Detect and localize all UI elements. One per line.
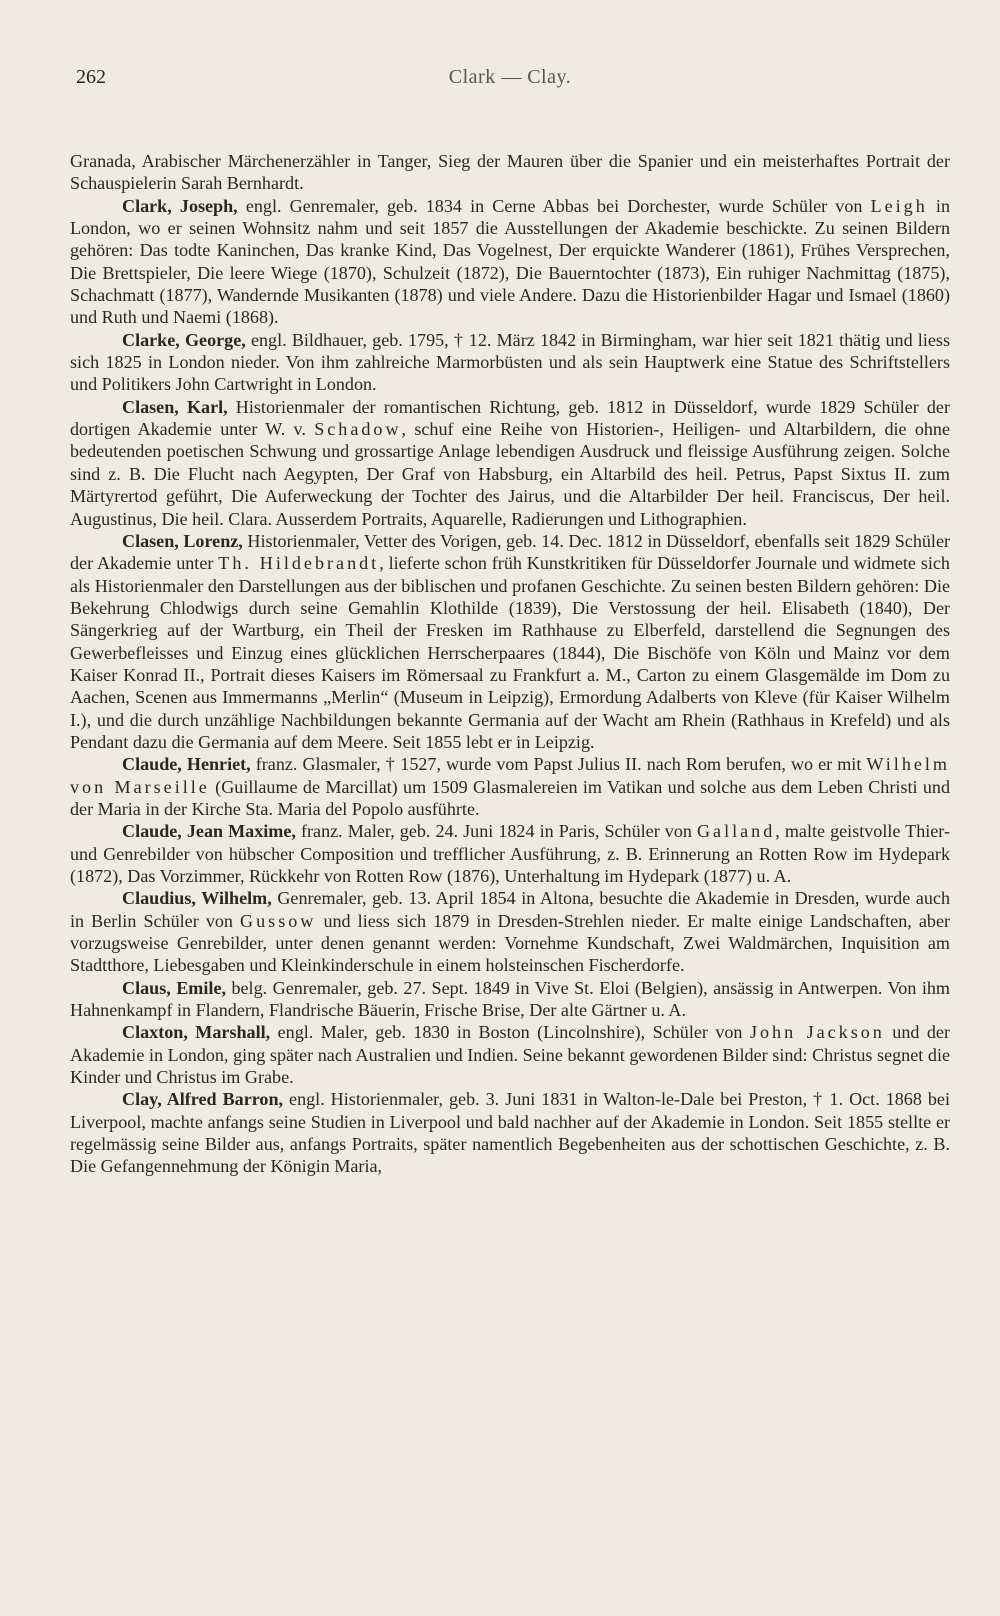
entry-text: Granada, Arabischer Märchenerzähler in Tanger, Sieg der Mauren über die Spanier und ein meisterhaftes Portrait der Schauspielerin Sarah Bernhardt. [70,151,950,194]
spaced-name: Th. Hildebrandt [218,553,380,574]
entry-headword: Clark, Joseph, [122,195,238,216]
entry-headword: Claude, Jean Maxime, [122,821,296,842]
dictionary-entry [70,150,950,195]
entry-text: Genremaler, geb. 13. April 1854 in Altona, besuchte die Akademie in Dresden, wurde auch in Berlin Schüler von [70,888,951,931]
spaced-name: Wilhelm von Marseille [70,754,950,797]
entry-text: , schuf eine Reihe von Historien-, Heiligen- und Altarbildern, die ohne bedeutenden poetischen Schwung und grossartige Anlage lebendigen Ausdruck und fleissige Ausführung zeigen. Solche sind z. B. Die Flucht nach Aegypten, Der Graf von Habsburg, ein Altarbild des heil. Petrus, Papst Sixtus II. zum Märtyrertod geführt, Die Auferweckung der Tochter des Jairus, und die Altarbilder Der heil. Franciscus, Der heil. Augustinus, Die heil. Clara. Ausserdem Portraits, Aquarelle, Radierungen und Lithographien. [70,419,950,529]
entry-text: engl. Bildhauer, geb. 1795, † 12. März 1842 in Birmingham, war hier seit 1821 thätig und liess sich 1825 in London nieder. Von ihm zahlreiche Marmorbüsten und als sein Hauptwerk eine Statue des Schriftstellers und Politikers John Cartwright in London. [70,329,950,395]
entry-text: franz. Maler, geb. 24. Juni 1824 in Paris, Schüler von [295,821,697,842]
dictionary-entry [70,887,950,976]
dictionary-entry [70,1021,950,1088]
running-head: Clark — Clay. [448,66,572,88]
spaced-name: Gussow [240,910,317,931]
spaced-name: Galland [696,821,776,842]
entry-headword: Clasen, Lorenz, [122,530,243,551]
entry-headword: Claudius, Wilhelm, [122,888,272,909]
entry-text: und liess sich 1879 in Dresden-Strehlen nieder. Er malte einige Landschaften, aber vorzugsweise Genrebilder, unter denen genannt werden: Vornehme Kundschaft, Zwei Waldmärchen, Inquisition am Stadtthore, Liebesgaben und Kleinkinderschule in einem holsteinschen Fischerdorfe. [70,910,950,976]
entry-headword: Claude, Henriet, [122,754,251,775]
dictionary-entry [70,753,950,820]
dictionary-entry [70,820,950,887]
entry-text: in London, wo er seinen Wohnsitz nahm und seit 1857 die Ausstellungen der Akademie beschickte. Zu seinen Bildern gehören: Das todte Kaninchen, Das kranke Kind, Das Vogelnest, Der erquickte Wanderer (1861), Frühes Versprechen, Die Brettspieler, Die leere Wiege (1870), Schulzeit (1872), Die Bauerntochter (1873), Ein ruhiger Nachmittag (1875), Schachmatt (1877), Wandernde Musikanten (1878) und viele Andere. Dazu die Historienbilder Hagar und Ismael (1860) und Ruth und Naemi (1868). [70,195,950,328]
entry-text: engl. Genremaler, geb. 1834 in Cerne Abbas bei Dorchester, wurde Schüler von [237,195,871,216]
entry-text: , lieferte schon früh Kunstkritiken für Düsseldorfer Journale und widmete sich als Historienmaler den Darstellungen aus der biblischen und profanen Geschichte. Zu seinen besten Bildern gehören: Die Bekehrung Chlodwigs durch seine Gemahlin Klothilde (1839), Die Verstossung der heil. Elisabeth (1840), Der Sängerkrieg auf der Wartburg, ein Theil der Fresken im Rathhause zu Elberfeld, darstellend die Segnungen des Gewerbefleisses und Einzug eines glücklichen Herrscherpaares (1844), Die Bischöfe von Köln und Mainz vor dem Kaiser Konrad II., Portrait dieses Kaisers im Römersaal zu Frankfurt a. M., Carton zu einem Glasgemälde im Dom zu Aachen, Scenen aus Immermanns „Merlin“ (Museum in Leipzig), Ermordung Adalberts von Kleve (für Kaiser Wilhelm I.), und die durch unzählige Nachbildungen bekannte Germania auf der Wacht am Rhein (Rathhaus in Krefeld) und als Pendant dazu die Germania auf dem Meere. Seit 1855 lebt er in Leipzig. [70,553,950,752]
entry-headword: Claxton, Marshall, [122,1022,271,1043]
dictionary-entry [70,977,950,1022]
entry-headword: Clasen, Karl, [122,396,228,417]
spaced-name: Leigh [870,195,928,216]
entry-text: engl. Maler, geb. 1830 in Boston (Lincolnshire), Schüler von [270,1022,750,1043]
entry-text: belg. Genremaler, geb. 27. Sept. 1849 in Vive St. Eloi (Belgien), ansässig in Antwerpen. Von ihm Hahnenkampf in Flandern, Flandrische Bäuerin, Frische Brise, Der alte Gärtner u. A. [70,977,950,1021]
dictionary-entry [70,195,950,329]
entry-headword: Claus, Emile, [122,977,226,998]
entry-text: (Guillaume de Marcillat) um 1509 Glasmalereien im Vatikan und solche aus dem Leben Christi und der Maria in der Kirche Sta. Maria del Popolo ausführte. [70,776,950,819]
page-header [70,62,950,102]
dictionary-entry [70,530,950,753]
entry-headword: Clay, Alfred Barron, [122,1089,284,1110]
entry-text: franz. Glasmaler, † 1527, wurde vom Papst Julius II. nach Rom berufen, wo er mit [250,754,867,775]
spaced-name: John Jackson [749,1022,885,1043]
entry-text: Historienmaler der romantischen Richtung, geb. 1812 in Düsseldorf, wurde 1829 Schüler der dortigen Akademie unter W. v. [70,396,950,440]
entry-text: , malte geistvolle Thier- und Genrebilder von hübscher Composition und trefflicher Ausführung, z. B. Erinnerung an Rotten Row im Hydepark (1872), Das Vorzimmer, Rückkehr von Rotten Row (1876), Unterhaltung im Hydepark (1877) u. A. [70,821,950,886]
entry-headword: Clarke, George, [122,329,246,350]
page-number: 262 [76,66,106,88]
entry-text: engl. Historienmaler, geb. 3. Juni 1831 in Walton-le-Dale bei Preston, † 1. Oct. 1868 bei Liverpool, machte anfangs seine Studien in Liverpool und bald nachher auf der Akademie in London. Seit 1855 stellte er regelmässig seine Bilder aus, anfangs Portraits, später namentlich Begebenheiten aus der schottischen Geschichte, z. B. Die Gefangennehmung der Königin Maria, [70,1089,950,1177]
spaced-name: Schadow [314,419,402,440]
dictionary-entry [70,396,950,530]
dictionary-body [70,150,950,1178]
entry-text: und der Akademie in London, ging später nach Australien und Indien. Seine bekannt gewordenen Bilder sind: Christus segnet die Kinder und Christus im Grabe. [70,1022,950,1088]
dictionary-entry [70,1088,950,1177]
dictionary-entry [70,329,950,396]
entry-text: Historienmaler, Vetter des Vorigen, geb. 14. Dec. 1812 in Düsseldorf, ebenfalls seit 1829 Schüler der Akademie unter [70,530,951,574]
